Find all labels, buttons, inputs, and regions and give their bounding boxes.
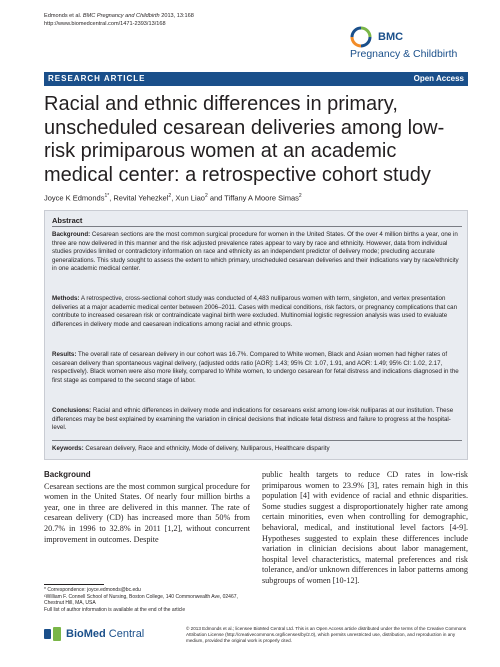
article-type-banner [44,72,468,86]
citation-url[interactable]: http://www.biomedcentral.com/1471-2393/13/168 [44,21,166,27]
abstract-conclusions-text: Racial and ethnic differences in delivery mode and indications for cesareans exist among low-risk nulliparas at our institution. These differences may be best explained by examining the variation in clinical decisions that indicate fetal distress and failure to progress at the hospital-level. [52,407,454,431]
author-separator: , [171,193,176,203]
citation-volume: 2013, 13:168 [159,13,194,19]
abstract-box [44,210,468,460]
open-access-label: Open Access [413,74,464,83]
biomed-central-wordmark [66,628,144,640]
citation-line [44,12,194,20]
abstract-heading: Abstract [52,216,83,225]
footnote-divider [44,584,104,585]
correspondence-note: * Correspondence: joyce.edmonds@bc.edu [44,587,141,593]
author-affiliation-mark: 2 [168,193,172,199]
abstract-methods-label: Methods: [52,295,80,302]
background-heading: Background [44,470,91,479]
background-paragraph-continued: public health targets to reduce CD rates in low-risk primiparous women to 23.9% [3], rates remain high in this population [4] with evidence of racial and ethnic disparities. Some studies suggest a disproportionately higher rate among certain minorities, even when controlling for demographic, behavioral, medical, and institutional level factors [4-9]. Hypotheses suggested to explain these differences include variation in clinician decisions about labor management, hospital level characteristics, maternal preferences and risk tolerance, and/or unknown differences in labor patterns among subgroups of women [10-12]. [262,470,468,585]
author-name[interactable]: Tiffany A Moore Simas [224,193,299,203]
abstract-conclusions-label: Conclusions: [52,407,92,414]
author-name[interactable]: Revital Yehezkel [113,193,169,203]
article-title: Racial and ethnic differences in primary, unscheduled cesarean deliveries among low-risk primiparous women at an academic medical center: a retrospective cohort study [44,93,445,186]
header-citation [44,12,194,28]
abstract-results-label: Results: [52,351,77,358]
citation-journal: BMC Pregnancy and Childbirth [82,13,160,19]
biomed-central-logo [44,627,184,643]
journal-logo [350,26,470,66]
keywords-label: Keywords: [52,445,84,452]
wordmark-bold: BioMed [66,628,106,640]
author-name[interactable]: Joyce K Edmonds [44,193,105,203]
abstract-conclusions [52,407,462,433]
author-separator: and [207,193,225,203]
body-column-left [44,470,250,545]
abstract-results-text: The overall rate of cesarean delivery in our cohort was 16.7%. Compared to White women, Black and Asian women had higher rates of cesarean delivery than spontaneous vaginal delivery, (adjusted odds ratio [AOR]: 1.43; 95% CI: 1.07, 1.91, and AOR: 1.49; 95% CI: 1.02, 2.17, respectively). Black women were also more likely, compared to White women, to undergo cesarean for fetal distress and indications diagnosed in the first stage as compared to the second stage of labor. [52,351,459,384]
affiliation-note: ¹William F. Connell School of Nursing, Boston College, 140 Commonwealth Ave, 02467, Chestnut Hill, MA, USA [44,593,238,607]
wordmark-light: Central [105,628,145,640]
author-affiliation-mark: 2 [298,193,302,199]
author-list [44,193,468,203]
author-affiliation-mark: 2 [204,193,208,199]
body-column-right [262,470,468,587]
keywords-text: Cesarean delivery, Race and ethnicity, Mode of delivery, Nulliparous, Healthcare disparity [83,445,330,452]
copyright-notice: © 2013 Edmonds et al.; licensee BioMed Central Ltd. This is an Open Access article distributed under the terms of the Creative Commons Attribution License (http://creativecommons.org/licenses/by/2.0), which permits unrestricted use, distribution, and reproduction in any medium, provided the original work is properly cited. [186,626,467,643]
abstract-methods-text: A retrospective, cross-sectional cohort study was conducted of 4,483 nulliparous women with term, singleton, and vertex presentation deliveries at a major academic medical center between 2006–2011. Cases with medical conditions, risk factors, or pregnancy complications that can contribute to increased cesarean risk or contraindicate vaginal birth were excluded. Multinomial logistic regression analysis was used to evaluate differences in delivery mode and caesarean indications among racial and ethnic groups. [52,295,458,328]
author-affiliation-mark: 1* [104,193,110,199]
logo-journal-name: Pregnancy & Childbirth [350,48,458,60]
abstract-divider [52,226,462,227]
abstract-keywords [52,445,462,454]
citation-authors: Edmonds et al. [44,13,83,19]
abstract-background [52,231,462,274]
biomed-central-logo-icon [44,627,62,641]
footnotes [44,587,250,613]
bmc-logo-icon [350,26,372,48]
keywords-divider [52,440,462,441]
author-info-note: Full list of author information is available at the end of the article [44,606,186,613]
background-paragraph: Cesarean sections are the most common surgical procedure for women in the United States. Of nearly four million births a year, one in three are delivered in this manner. The rate of cesarean delivery (CD) has increased more than 50% from 20.7% in 1996 to 32.8% in 2011 [1,2], without concurrent improvement in outcomes. Despite [44,481,250,544]
article-type-label: RESEARCH ARTICLE [48,74,146,83]
author-separator: , [109,193,114,203]
footer-band [44,624,468,660]
abstract-background-text: Cesarean sections are the most common surgical procedure for women in the United States. Of the over 4 million births a year, one in three are now delivered in this manner and the risk adjusted prevalence rates appear to vary by race and ethnicity. However, data from individual studies provides limited or contradictory information on race and ethnicity as an independent predictor of delivery mode; precluding accurate generalizations. This study sought to assess the extent to which primary, unscheduled cesarean deliveries and their indications vary by race/ethnicity in one academic medical center. [52,231,459,272]
author-name[interactable]: Xun Liao [175,193,205,203]
abstract-methods [52,295,462,329]
logo-bmc-text: BMC [378,31,404,43]
abstract-results [52,351,462,385]
abstract-background-label: Background: [52,231,91,238]
